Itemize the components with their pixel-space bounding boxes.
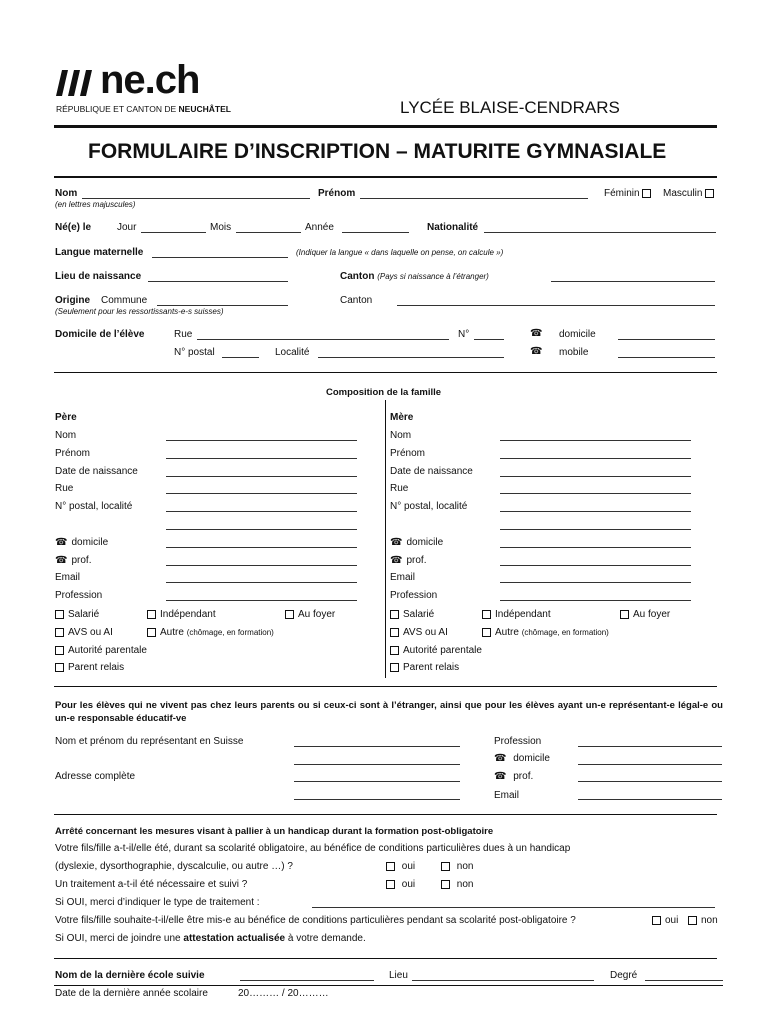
father-field-input[interactable] bbox=[166, 565, 357, 566]
q4-non[interactable]: non bbox=[688, 915, 718, 926]
checkbox[interactable] bbox=[652, 916, 661, 925]
rep-name-field[interactable] bbox=[294, 746, 460, 747]
label-mois: Mois bbox=[210, 222, 232, 233]
father-field-label bbox=[55, 572, 80, 583]
label-rep-name: Nom et prénom du représentant en Suisse bbox=[55, 736, 244, 747]
checkbox[interactable] bbox=[441, 880, 450, 889]
representative-intro: Pour les élèves qui ne vivent pas chez leurs parents ou si ceux-ci sont à l’étranger, ainsi que pour les élèves ayant un-e représentant-e légal-e ou un-e responsable éducatif-ve bbox=[55, 700, 723, 724]
father-field-text: Date de naissance bbox=[55, 465, 138, 477]
handicap-title: Arrêté concernant les mesures visant à pallier à un handicap durant la formation post-obligatoire bbox=[55, 826, 494, 837]
father-field-input[interactable] bbox=[166, 476, 357, 477]
canton-label-group: Canton (Pays si naissance à l’étranger) bbox=[340, 271, 489, 282]
origine-hint: (Seulement pour les ressortissants-e-s suisses) bbox=[55, 307, 224, 316]
mother-avs[interactable]: AVS ou AI bbox=[390, 627, 448, 638]
masculin-checkbox[interactable] bbox=[705, 189, 714, 198]
mother-field-label bbox=[390, 590, 437, 601]
mother-salarie[interactable]: Salarié bbox=[390, 609, 434, 620]
rep-prof-field[interactable] bbox=[578, 781, 722, 782]
jour-field[interactable] bbox=[141, 232, 206, 233]
father-field-label bbox=[55, 590, 102, 601]
phone-icon: ☎ bbox=[390, 536, 403, 548]
checkbox[interactable] bbox=[285, 610, 294, 619]
nom-field[interactable] bbox=[82, 198, 310, 199]
mother-field-input[interactable] bbox=[500, 565, 691, 566]
no-field[interactable] bbox=[474, 339, 504, 340]
father-title: Père bbox=[55, 412, 77, 423]
rep-domicile: ☎ domicile bbox=[494, 753, 550, 764]
feminin-checkbox[interactable] bbox=[642, 189, 651, 198]
logo-subtitle: RÉPUBLIQUE ET CANTON DE NEUCHÂTEL bbox=[56, 104, 231, 114]
mother-field-text: domicile bbox=[406, 536, 444, 548]
mother-independant[interactable]: Indépendant bbox=[482, 609, 551, 620]
school-name: LYCÉE BLAISE-CENDRARS bbox=[400, 98, 620, 117]
q1-non[interactable]: non bbox=[441, 861, 473, 872]
checkbox[interactable] bbox=[55, 663, 64, 672]
handicap-q4: Votre fils/fille souhaite-t-il/elle être mis-e au bénéfice de conditions particulières pendant sa scolarité post-obligatoire ? bbox=[55, 915, 576, 926]
father-field-input[interactable] bbox=[166, 458, 357, 459]
label-rep-address: Adresse complète bbox=[55, 771, 136, 782]
label-school-lieu: Lieu bbox=[389, 970, 408, 981]
father-avs[interactable]: AVS ou AI bbox=[55, 627, 113, 638]
mother-field-input[interactable] bbox=[500, 600, 691, 601]
langue-hint: (Indiquer la langue « dans laquelle on pense, on calcule ») bbox=[296, 248, 504, 257]
father-field-label bbox=[55, 430, 76, 441]
title-divider bbox=[54, 176, 717, 178]
degre-field[interactable] bbox=[645, 980, 723, 981]
label-commune: Commune bbox=[101, 295, 148, 306]
father-field-label bbox=[55, 537, 108, 548]
mother-autre[interactable]: Autre (chômage, en formation) bbox=[482, 627, 609, 638]
checkbox[interactable] bbox=[441, 862, 450, 871]
mother-field-input[interactable] bbox=[500, 547, 691, 548]
checkbox[interactable] bbox=[147, 610, 156, 619]
label-ne-le: Né(e) le bbox=[55, 222, 92, 233]
mother-field-label bbox=[390, 483, 408, 494]
father-field-input[interactable] bbox=[166, 547, 357, 548]
family-title: Composition de la famille bbox=[326, 387, 442, 398]
canton-origine-field[interactable] bbox=[397, 305, 715, 306]
father-field-input[interactable] bbox=[166, 440, 357, 441]
representative-divider bbox=[54, 686, 717, 687]
phone-icon: ☎ bbox=[530, 346, 543, 357]
checkbox[interactable] bbox=[55, 610, 64, 619]
father-field-input[interactable] bbox=[166, 493, 357, 494]
phone-icon: ☎ bbox=[55, 554, 68, 566]
handicap-q1b: (dyslexie, dysorthographie, dyscalculie, ou autre …) ? bbox=[55, 861, 293, 872]
label-last-school: Nom de la dernière école suivie bbox=[55, 970, 205, 981]
mother-title: Mère bbox=[390, 412, 414, 423]
father-field-text: Nom bbox=[55, 430, 77, 441]
mother-field-label bbox=[390, 448, 425, 459]
canton-field[interactable] bbox=[551, 281, 715, 282]
logo-stripes-icon bbox=[56, 70, 96, 96]
checkbox[interactable] bbox=[386, 880, 395, 889]
mother-field-input[interactable] bbox=[500, 440, 691, 441]
header-divider bbox=[54, 125, 717, 128]
rep-email-field[interactable] bbox=[578, 799, 722, 800]
rep-address-field[interactable] bbox=[294, 781, 460, 782]
father-field-text: Email bbox=[55, 572, 81, 584]
father-field-text: Prénom bbox=[55, 447, 91, 459]
handicap-q2: Un traitement a-t-il été nécessaire et suivi ? bbox=[55, 879, 248, 890]
mother-field-text: Rue bbox=[390, 483, 409, 495]
rep-domicile-field[interactable] bbox=[578, 764, 722, 765]
father-autorite[interactable]: Autorité parentale bbox=[55, 645, 147, 656]
mobile-field[interactable] bbox=[618, 357, 715, 358]
mother-field-input[interactable] bbox=[500, 476, 691, 477]
handicap-divider bbox=[54, 814, 717, 815]
father-field-label bbox=[55, 466, 138, 477]
handicap-q1: Votre fils/fille a-t-il/elle été, durant sa scolarité obligatoire, au bénéfice de conditions particulières dues à un handicap bbox=[55, 843, 571, 854]
family-divider bbox=[54, 372, 717, 373]
q1-oui[interactable]: oui bbox=[386, 861, 415, 872]
father-field-label bbox=[55, 555, 91, 566]
rep-prof: ☎ prof. bbox=[494, 771, 534, 782]
mother-field-text: Date de naissance bbox=[390, 465, 473, 477]
school-bottom-line bbox=[54, 985, 723, 986]
label-school-date: Date de la dernière année scolaire bbox=[55, 988, 208, 999]
nom-hint: (en lettres majuscules) bbox=[55, 200, 136, 209]
mother-field-label bbox=[390, 501, 467, 512]
label-canton-origine: Canton bbox=[340, 295, 373, 306]
checkbox[interactable] bbox=[390, 646, 399, 655]
rue-field[interactable] bbox=[197, 339, 449, 340]
mother-field-text: Email bbox=[390, 572, 416, 584]
checkbox[interactable] bbox=[386, 862, 395, 871]
last-school-field[interactable] bbox=[240, 980, 374, 981]
school-lieu-field[interactable] bbox=[412, 980, 594, 981]
label-lieu: Lieu de naissance bbox=[55, 271, 142, 282]
mother-field-label bbox=[390, 430, 411, 441]
masculin-option[interactable]: Masculin bbox=[663, 188, 718, 199]
mother-field-text: Prénom bbox=[390, 447, 426, 459]
label-tel-domicile: domicile bbox=[559, 329, 596, 340]
label-nationalite: Nationalité bbox=[427, 222, 479, 233]
school-divider bbox=[54, 958, 717, 959]
phone-icon: ☎ bbox=[494, 771, 507, 782]
q4-oui[interactable]: oui bbox=[652, 915, 678, 926]
feminin-option[interactable]: Féminin bbox=[604, 188, 655, 199]
label-rep-email: Email bbox=[494, 790, 520, 801]
checkbox[interactable] bbox=[147, 628, 156, 637]
father-field-text: Profession bbox=[55, 590, 103, 602]
checkbox[interactable] bbox=[55, 646, 64, 655]
localite-field[interactable] bbox=[318, 357, 504, 358]
label-nom: Nom bbox=[55, 188, 78, 199]
label-degre: Degré bbox=[610, 970, 638, 981]
mois-field[interactable] bbox=[236, 232, 301, 233]
nationalite-field[interactable] bbox=[484, 232, 716, 233]
phone-icon: ☎ bbox=[55, 536, 68, 548]
father-salarie[interactable]: Salarié bbox=[55, 609, 99, 620]
phone-domicile bbox=[530, 328, 546, 339]
father-field-text: Rue bbox=[55, 483, 74, 495]
mother-field-input[interactable] bbox=[500, 493, 691, 494]
logo-text: ne.ch bbox=[100, 58, 200, 102]
label-jour: Jour bbox=[117, 222, 137, 233]
checkbox[interactable] bbox=[390, 663, 399, 672]
mother-field-input[interactable] bbox=[500, 511, 691, 512]
phone-mobile bbox=[530, 346, 546, 357]
mother-field-text: prof. bbox=[406, 554, 427, 566]
label-domicile-eleve: Domicile de l’élève bbox=[55, 329, 145, 340]
mother-field-label bbox=[390, 572, 415, 583]
father-field-input[interactable] bbox=[166, 582, 357, 583]
father-independant[interactable]: Indépendant bbox=[147, 609, 216, 620]
label-no: N° bbox=[458, 329, 470, 340]
rep-name-field-2[interactable] bbox=[294, 764, 460, 765]
checkbox[interactable] bbox=[390, 628, 399, 637]
label-localite: Localité bbox=[275, 347, 310, 358]
mother-foyer[interactable]: Au foyer bbox=[620, 609, 670, 620]
form-title: FORMULAIRE D’INSCRIPTION – MATURITE GYMNASIALE bbox=[88, 140, 667, 163]
prenom-field[interactable] bbox=[360, 198, 588, 199]
label-rep-profession: Profession bbox=[494, 736, 542, 747]
annee-field[interactable] bbox=[342, 232, 409, 233]
mother-field-text: N° postal, localité bbox=[390, 501, 468, 513]
mother-field-text: Nom bbox=[390, 430, 412, 441]
mother-field-input[interactable] bbox=[500, 529, 691, 530]
father-relais[interactable]: Parent relais bbox=[55, 662, 124, 673]
rep-address-field-2[interactable] bbox=[294, 799, 460, 800]
mother-relais[interactable]: Parent relais bbox=[390, 662, 459, 673]
traitement-field[interactable] bbox=[312, 907, 715, 908]
checkbox[interactable] bbox=[55, 628, 64, 637]
tel-domicile-field[interactable] bbox=[618, 339, 715, 340]
phone-icon: ☎ bbox=[494, 753, 507, 764]
checkbox[interactable] bbox=[620, 610, 629, 619]
q2-oui[interactable]: oui bbox=[386, 879, 415, 890]
langue-field[interactable] bbox=[152, 257, 288, 258]
father-field-text: domicile bbox=[71, 536, 109, 548]
father-foyer[interactable]: Au foyer bbox=[285, 609, 335, 620]
father-field-label bbox=[55, 448, 90, 459]
label-origine: Origine bbox=[55, 295, 91, 306]
label-langue: Langue maternelle bbox=[55, 247, 144, 258]
rep-profession-field[interactable] bbox=[578, 746, 722, 747]
checkbox[interactable] bbox=[390, 610, 399, 619]
lieu-field[interactable] bbox=[148, 281, 288, 282]
father-field-input[interactable] bbox=[166, 600, 357, 601]
checkbox[interactable] bbox=[482, 628, 491, 637]
label-rue: Rue bbox=[174, 329, 193, 340]
father-field-label bbox=[55, 483, 73, 494]
mother-field-text: Profession bbox=[390, 590, 438, 602]
label-mobile: mobile bbox=[559, 347, 589, 358]
label-no-postal: N° postal bbox=[174, 347, 215, 358]
father-autre[interactable]: Autre (chômage, en formation) bbox=[147, 627, 274, 638]
family-column-divider bbox=[385, 400, 386, 678]
handicap-q5: Si OUI, merci de joindre une attestation actualisée à votre demande. bbox=[55, 933, 366, 944]
commune-field[interactable] bbox=[157, 305, 288, 306]
handicap-q3: Si OUI, merci d’indiquer le type de traitement : bbox=[55, 897, 260, 908]
label-annee: Année bbox=[305, 222, 334, 233]
mother-autorite[interactable]: Autorité parentale bbox=[390, 645, 482, 656]
mother-field-input[interactable] bbox=[500, 582, 691, 583]
father-field-label bbox=[55, 501, 132, 512]
mother-field-label bbox=[390, 555, 426, 566]
checkbox[interactable] bbox=[688, 916, 697, 925]
no-postal-field[interactable] bbox=[222, 357, 259, 358]
mother-field-input[interactable] bbox=[500, 458, 691, 459]
phone-icon: ☎ bbox=[530, 328, 543, 339]
father-field-text: N° postal, localité bbox=[55, 501, 133, 513]
father-field-text: prof. bbox=[71, 554, 92, 566]
school-date-value[interactable]: 20……… / 20……… bbox=[238, 988, 329, 999]
phone-icon: ☎ bbox=[390, 554, 403, 566]
father-field-input[interactable] bbox=[166, 529, 357, 530]
q2-non[interactable]: non bbox=[441, 879, 473, 890]
father-field-input[interactable] bbox=[166, 511, 357, 512]
mother-field-label bbox=[390, 466, 473, 477]
label-prenom: Prénom bbox=[318, 188, 356, 199]
mother-field-label bbox=[390, 537, 443, 548]
checkbox[interactable] bbox=[482, 610, 491, 619]
